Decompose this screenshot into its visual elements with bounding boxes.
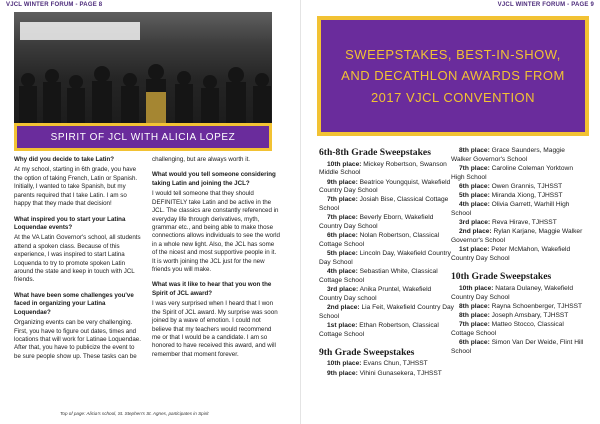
award-place: 1st place: xyxy=(459,246,490,254)
crowd-silhouette xyxy=(14,62,272,124)
award-place: 6th place: xyxy=(459,182,490,190)
question: What inspired you to start your Latina Loquendae events? xyxy=(14,215,126,231)
results-column-1 xyxy=(319,147,455,379)
photo-caption: Top of page: Alicia's school, St. Stephen's St. Agnes, participates in Spirit xyxy=(60,411,209,416)
award-place: 6th place: xyxy=(327,232,358,240)
award-recipient: Miranda Xiong, TJHSST xyxy=(489,192,563,200)
page-9 xyxy=(300,0,600,424)
award-entry xyxy=(451,246,587,263)
award-entry xyxy=(451,339,587,356)
award-recipient: Vihini Gunasekera, TJHSST xyxy=(357,369,442,377)
award-entry xyxy=(319,196,455,213)
award-recipient: Anika Pruntel, Wakefield Country Day school xyxy=(319,286,432,302)
award-recipient: Nolan Robertson, Classical Cottage School xyxy=(319,232,440,248)
award-recipient: Rylan Karjane, Maggie Walker Governor's School xyxy=(451,228,583,245)
award-place: 3rd place: xyxy=(327,286,359,293)
award-entry xyxy=(319,179,455,196)
award-recipient: Matteo Stocco, Classical Cottage School xyxy=(451,321,564,337)
answer: challenging, but are always worth it. xyxy=(152,156,251,163)
answer: Organizing events can be very challenging. First, you have to figure out dates, times and locations that will work for Latinae Loquendae. After that, you have to publicize the event to be sure people show up. These tasks can be xyxy=(14,319,141,360)
award-place: 8th place: xyxy=(459,302,490,310)
award-place: 8th place: xyxy=(459,147,490,154)
award-recipient: Caroline Coleman Yorktown High School xyxy=(451,164,573,181)
answer: I was very surprised when I heard that I won the Spirit of JCL award. My surprise was soon joined by a wave of emotion. I could not believe that my teachers would recommend me or that I would be a candidate. I am so honored to have received this award, and will remember that moment forever. xyxy=(152,300,278,358)
award-place: 7th place: xyxy=(459,321,490,329)
award-place: 7th place: xyxy=(327,196,358,204)
award-recipient: Beverly Eborn, Wakefield Country Day School xyxy=(319,214,434,231)
award-recipient: Peter McMahon, Wakefield Country Day School xyxy=(451,246,571,262)
award-recipient: Natara Dulaney, Wakefield Country Day School xyxy=(451,284,573,301)
award-entry xyxy=(451,183,587,192)
award-place: 7th place: xyxy=(327,214,358,222)
award-place: 1st place: xyxy=(327,321,358,329)
answer: At the VA Latin Governor's school, all students attend a spoken class. Because of this experience, I was inspired to start Latina Loquenda to try to promote spoken Latin around the state and keep in touch with JCL friends. xyxy=(14,234,141,284)
section-heading: 6th-8th Grade Sweepstakes xyxy=(319,147,431,158)
award-recipient: Josiah Bise, Classical Cottage School xyxy=(319,196,449,213)
award-entry xyxy=(451,312,587,321)
award-recipient: Grace Saunders, Maggie Walker Governor's School xyxy=(451,147,565,163)
award-entry xyxy=(451,303,587,312)
award-entry xyxy=(451,147,587,164)
interview-title: SPIRIT OF JCL WITH ALICIA LOPEZ xyxy=(50,131,236,143)
question: What was it like to hear that you won the Spirit of JCL award? xyxy=(152,281,272,297)
award-recipient: Simon Van Der Weide, Flint Hill School xyxy=(451,339,584,355)
awards-title-box xyxy=(317,16,589,136)
award-place: 2nd place: xyxy=(459,228,492,236)
award-place: 8th place: xyxy=(459,311,490,319)
award-place: 3rd place: xyxy=(459,219,491,227)
answer: I would tell someone that they should DEFINITELY take Latin and be active in the JCL. The classics are constantly referenced in everyday life through derivatives, myth, grammar etc., and being able to make those connections allows individuals to see the world in a whole new light. Also, the JCL has some of the nicest and most supportive people in it. It is worth joining the JCL just for the new friends you will make. xyxy=(152,190,280,274)
award-recipient: Joseph Amsbary, TJHSST xyxy=(489,311,569,319)
award-entry xyxy=(319,268,455,285)
award-entry xyxy=(451,192,587,201)
award-entry xyxy=(451,165,587,182)
photo-banner xyxy=(20,22,140,40)
results-column-2 xyxy=(451,147,587,357)
award-recipient: Sebastian White, Classical Cottage School xyxy=(319,268,438,284)
award-entry xyxy=(319,322,455,339)
section-heading: 9th Grade Sweepstakes xyxy=(319,346,415,358)
award-entry xyxy=(319,161,455,178)
award-recipient: Lincoln Day, Wakefield Country Day School xyxy=(319,250,451,266)
award-entry xyxy=(319,250,455,267)
award-recipient: Reva Hirave, TJHSST xyxy=(490,219,557,227)
award-entry xyxy=(319,304,455,321)
award-place: 10th place: xyxy=(327,360,362,368)
photo-students xyxy=(14,12,272,124)
question: What have been some challenges you've faced in organizing your Latina Loquendae? xyxy=(14,291,134,316)
award-entry xyxy=(319,370,455,379)
award-entry xyxy=(451,321,587,338)
question: Why did you decide to take Latin? xyxy=(14,156,115,163)
award-entry xyxy=(451,219,587,228)
answer: At my school, starting in 6th grade, you have the option of taking French, Latin or Spanish. Initially, I wanted to take Spanish, but my parents required that I take Latin. I am so happy that they made that decision! xyxy=(14,166,138,208)
award-entry xyxy=(451,201,587,218)
award-entry xyxy=(319,232,455,249)
award-place: 9th place: xyxy=(327,178,358,186)
section-gap xyxy=(451,264,587,271)
award-recipient: Evans Chun, TJHSST xyxy=(361,360,428,368)
award-place: 10th place: xyxy=(327,160,362,168)
award-place: 5th place: xyxy=(459,192,490,200)
award-recipient: Owen Grannis, TJHSST xyxy=(489,182,563,190)
award-place: 4th place: xyxy=(327,268,358,276)
award-place: 5th place: xyxy=(327,250,358,258)
interview-column-2 xyxy=(152,156,280,366)
award-place: 6th place: xyxy=(459,339,490,347)
award-place: 2nd place: xyxy=(327,303,360,311)
award-recipient: Lia Feit, Wakefield Country Day School xyxy=(319,303,454,320)
section-heading: 10th Grade Sweepstakes xyxy=(451,271,552,283)
question: What would you tell someone considering taking Latin and joining the JCL? xyxy=(152,171,276,187)
award-entry xyxy=(319,360,455,369)
award-recipient: Olivia Garrett, Warhill High School xyxy=(451,201,570,217)
running-head: VJCL WINTER FORUM - PAGE 9 xyxy=(497,2,594,8)
award-recipient: Rayna Schoenberger, TJHSST xyxy=(489,302,583,310)
award-place: 9th place: xyxy=(327,369,358,377)
section-gap xyxy=(319,340,455,347)
award-recipient: Ethan Robertson, Classical Cottage School xyxy=(319,321,439,338)
awards-title: SWEEPSTAKES, BEST-IN-SHOW, AND DECATHLON AWARDS FROM 2017 VJCL CONVENTION xyxy=(341,47,565,105)
award-place: 7th place: xyxy=(459,164,490,172)
award-recipient: Mickey Robertson, Swanson Middle School xyxy=(319,160,447,177)
running-head: VJCL WINTER FORUM - PAGE 8 xyxy=(6,2,103,8)
award-entry xyxy=(451,285,587,302)
award-entry xyxy=(319,214,455,231)
award-place: 10th place: xyxy=(459,284,494,292)
award-place: 4th place: xyxy=(459,201,490,209)
award-entry xyxy=(319,286,455,303)
award-recipient: Beatrice Youngquist, Wakefield Country Day School xyxy=(319,178,451,195)
award-entry xyxy=(451,228,587,245)
interview-column-1 xyxy=(14,156,142,368)
interview-title-bar xyxy=(14,123,272,151)
